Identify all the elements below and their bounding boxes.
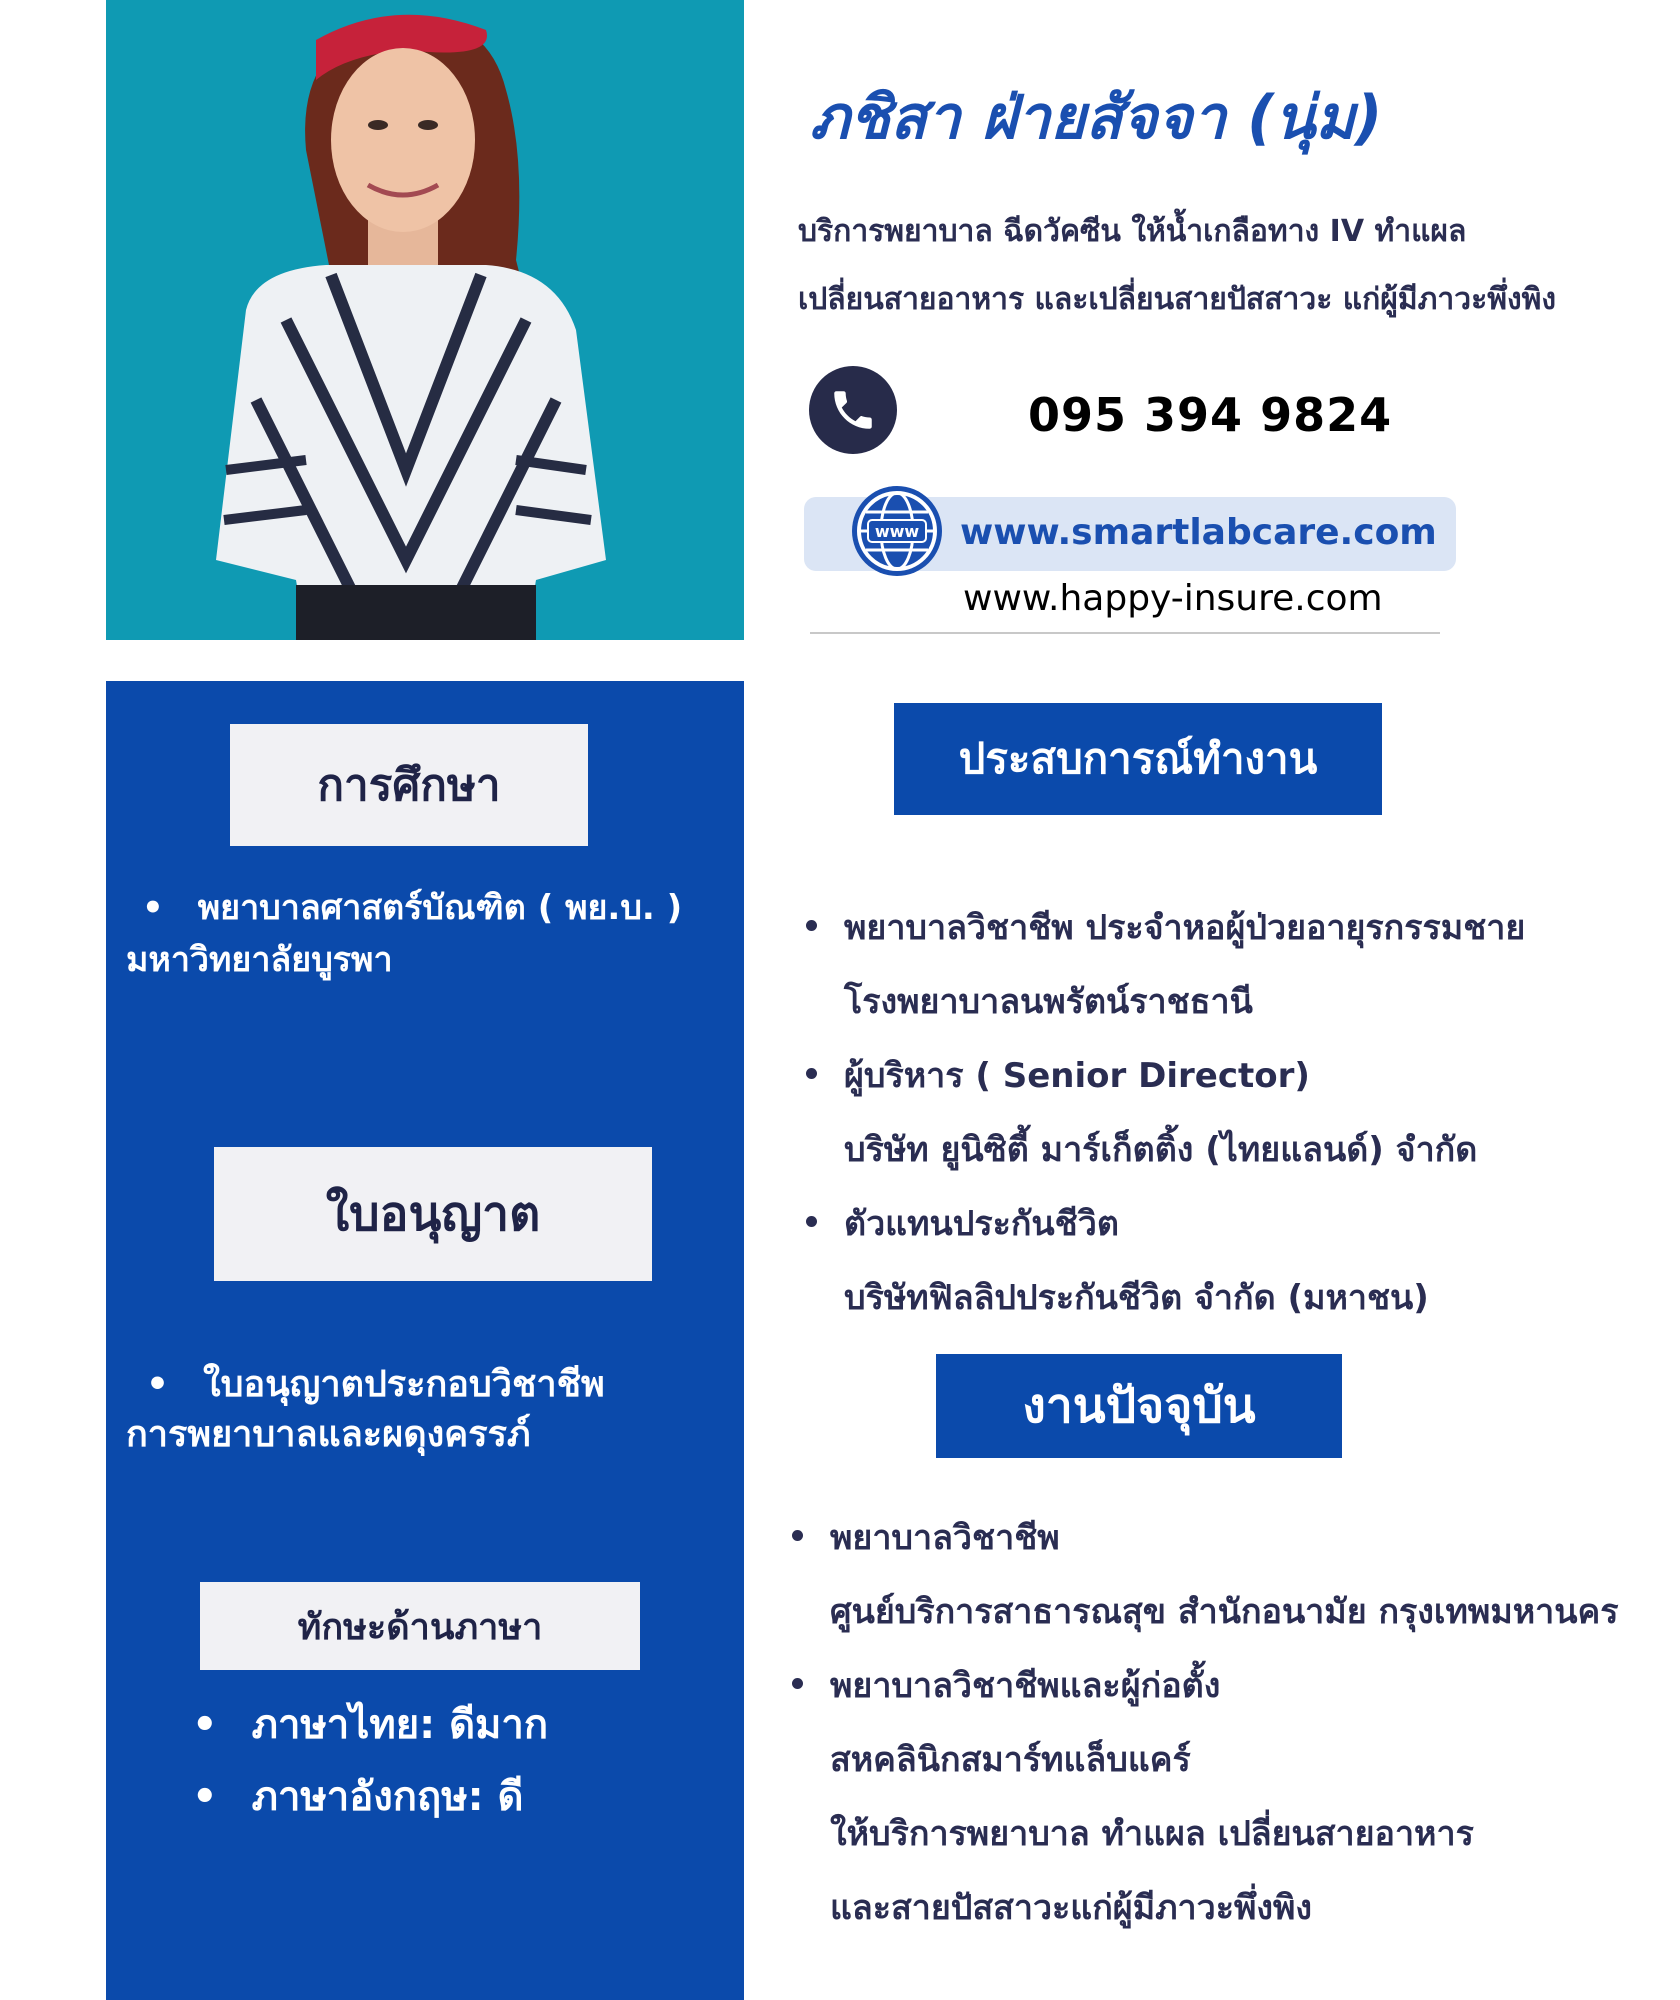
phone-number[interactable]: 095 394 9824 <box>1028 388 1393 442</box>
experience-item-3-line-2: บริษัทฟิลลิปประกันชีวิต จำกัด (มหาชน) <box>844 1278 1429 1318</box>
website-link-smartlabcare[interactable]: www.smartlabcare.com <box>960 512 1437 553</box>
education-item: • พยาบาลศาสตร์บัณฑิต ( พย.บ. ) <box>142 888 683 928</box>
current-item-1-line-2: ศูนย์บริการสาธารณสุข สำนักอนามัย กรุงเทพมหานคร <box>830 1592 1619 1632</box>
work-experience-heading: ประสบการณ์ทำงาน <box>894 703 1382 815</box>
www-label: www <box>874 522 920 541</box>
bullet-dot <box>806 920 817 931</box>
language-skills-heading: ทักษะด้านภาษา <box>200 1582 640 1670</box>
tagline-line-2: เปลี่ยนสายอาหาร และเปลี่ยนสายปัสสาวะ แก่ผู้มีภาวะพึ่งพิง <box>798 282 1557 317</box>
experience-item-3-line-1: ตัวแทนประกันชีวิต <box>844 1204 1119 1244</box>
education-item-line-1: พยาบาลศาสตร์บัณฑิต ( พย.บ. ) <box>197 888 683 928</box>
bullet-dot <box>806 1068 817 1079</box>
education-heading: การศึกษา <box>230 724 588 846</box>
education-item-line-2: มหาวิทยาลัยบูรพา <box>126 940 393 980</box>
current-item-1-line-1: พยาบาลวิชาชีพ <box>830 1518 1060 1558</box>
language-item: • ภาษาอังกฤษ: ดี <box>192 1774 524 1820</box>
bullet-dot <box>792 1530 803 1541</box>
experience-item-2-line-2: บริษัท ยูนิซิตี้ มาร์เก็ตติ้ง (ไทยแลนด์) จำกัด <box>844 1130 1478 1170</box>
person-name: ภชิสา ฝ่ายสัจจา (นุ่ม) <box>810 83 1383 153</box>
current-job-heading: งานปัจจุบัน <box>936 1354 1342 1458</box>
license-item-line-2: การพยาบาลและผดุงครรภ์ <box>126 1414 531 1455</box>
phone-icon <box>809 366 897 454</box>
divider <box>810 632 1440 634</box>
current-item-2-line-4: และสายปัสสาวะแก่ผู้มีภาวะพึ่งพิง <box>830 1888 1313 1928</box>
current-item-2-line-2: สหคลินิกสมาร์ทแล็บแคร์ <box>830 1740 1191 1780</box>
language-item-english: ภาษาอังกฤษ: ดี <box>251 1774 524 1820</box>
current-item-2-line-1: พยาบาลวิชาชีพและผู้ก่อตั้ง <box>830 1666 1221 1706</box>
license-item: • ใบอนุญาตประกอบวิชาชีพ <box>146 1364 605 1405</box>
bullet-dot <box>792 1678 803 1689</box>
globe-www-icon <box>852 486 942 576</box>
license-heading: ใบอนุญาต <box>214 1147 652 1281</box>
license-item-line-1: ใบอนุญาตประกอบวิชาชีพ <box>203 1364 605 1405</box>
tagline-line-1: บริการพยาบาล ฉีดวัคซีน ให้น้ำเกลือทาง IV ทำแผล <box>798 214 1467 249</box>
language-item-thai: ภาษาไทย: ดีมาก <box>251 1702 549 1748</box>
profile-photo <box>106 0 744 640</box>
bullet-dot <box>806 1216 817 1227</box>
website-link-happy-insure[interactable]: www.happy-insure.com <box>963 578 1383 619</box>
language-item: • ภาษาไทย: ดีมาก <box>192 1702 549 1748</box>
current-item-2-line-3: ให้บริการพยาบาล ทำแผล เปลี่ยนสายอาหาร <box>830 1814 1474 1854</box>
experience-item-2-line-1: ผู้บริหาร ( Senior Director) <box>844 1056 1310 1096</box>
experience-item-1-line-2: โรงพยาบาลนพรัตน์ราชธานี <box>844 982 1253 1022</box>
experience-item-1-line-1: พยาบาลวิชาชีพ ประจำหอผู้ป่วยอายุรกรรมชาย <box>844 908 1526 948</box>
